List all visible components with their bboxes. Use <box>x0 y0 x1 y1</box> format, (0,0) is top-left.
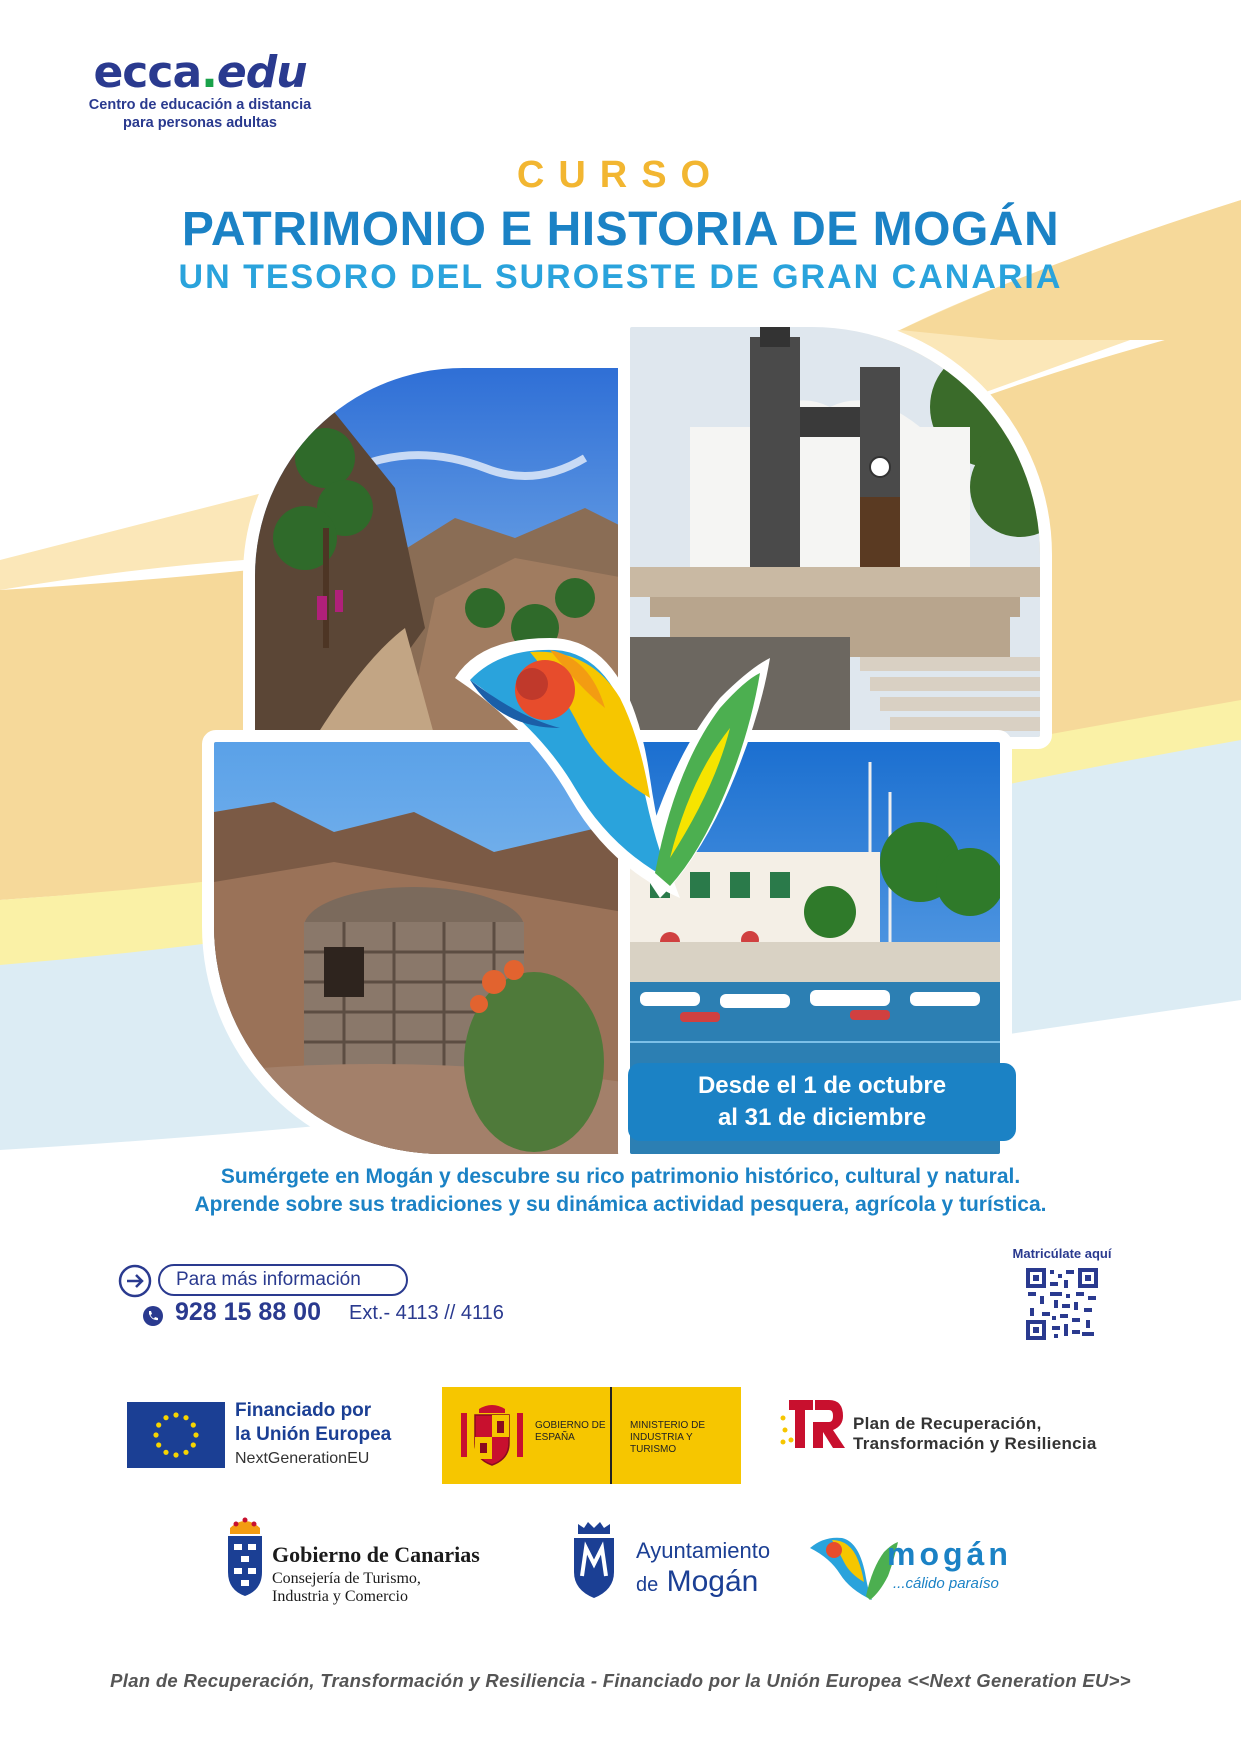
mogan-coat-of-arms-icon <box>570 1518 618 1598</box>
eu-line-1: Financiado por <box>235 1400 372 1421</box>
eu-flag-icon <box>127 1402 225 1468</box>
ayuntamiento-label: Ayuntamiento <box>636 1538 771 1563</box>
canarias-title: Gobierno de Canarias <box>272 1542 480 1567</box>
eu-line-3: NextGenerationEU <box>235 1450 370 1467</box>
prtr-line-2: Transformación y Resiliencia <box>853 1434 1097 1453</box>
description-line-1: Sumérgete en Mogán y descubre su rico patrimonio histórico, cultural y natural. <box>220 1165 1021 1188</box>
eu-funding-text <box>235 1399 391 1471</box>
footer-note: Plan de Recuperación, Transformación y Resiliencia - Financiado por la Unión Europea <<Next Generation EU>> <box>110 1670 1131 1691</box>
gobierno-espana-label: GOBIERNO DE ESPAÑA <box>535 1420 606 1443</box>
description-line-2: Aprende sobre sus tradiciones y su dinámica actividad pesquera, agrícola y turística. <box>194 1193 1047 1216</box>
qr-code[interactable] <box>1026 1268 1098 1340</box>
arrow-right-circle-icon[interactable] <box>118 1264 152 1298</box>
canarias-coat-of-arms-icon <box>224 1514 266 1596</box>
gob-divider <box>610 1387 612 1484</box>
course-title: PATRIMONIO E HISTORIA DE MOGÁN <box>181 203 1060 256</box>
canarias-subtitle <box>272 1570 421 1606</box>
course-dates <box>628 1063 1016 1141</box>
mogan-emblem <box>440 618 780 898</box>
prtr-text <box>853 1414 1097 1454</box>
ecca-logo <box>60 47 340 132</box>
course-description <box>0 1163 1241 1219</box>
mogan-wordmark: mogán <box>887 1536 1012 1572</box>
mogan-tagline: ...cálido paraíso <box>893 1575 999 1592</box>
brand-subtitle-1: Centro de educación a distancia <box>88 97 312 113</box>
date-line-2: al 31 de diciembre <box>717 1104 927 1131</box>
prtr-logo-icon <box>779 1396 847 1452</box>
phone-icon <box>142 1305 164 1327</box>
brand-subtitle-2: para personas adultas <box>123 115 277 131</box>
phone-extensions: Ext.- 4113 // 4116 <box>349 1302 504 1324</box>
ayuntamiento-mogan: de Mogán <box>636 1565 759 1598</box>
gobierno-espana-logo <box>442 1387 741 1484</box>
eu-line-2: la Unión Europea <box>235 1424 392 1445</box>
canarias-line-2: Consejería de Turismo, <box>272 1570 421 1587</box>
date-line-1: Desde el 1 de octubre <box>697 1072 947 1099</box>
more-info-button[interactable]: Para más información <box>158 1264 408 1296</box>
brand-wordmark: ecca.edu <box>93 47 307 98</box>
qr-label: Matricúlate aquí <box>1012 1246 1112 1261</box>
course-subtitle: UN TESORO DEL SUROESTE DE GRAN CANARIA <box>178 258 1063 296</box>
ministerio-label: MINISTERIO DE INDUSTRIA Y TURISMO <box>630 1420 706 1455</box>
spain-coat-of-arms-icon <box>457 1399 527 1471</box>
canarias-line-3: Industria y Comercio <box>272 1588 408 1605</box>
prtr-line-1: Plan de Recuperación, <box>853 1414 1042 1433</box>
course-label: CURSO <box>516 154 725 196</box>
phone-number[interactable]: 928 15 88 00 <box>175 1298 321 1326</box>
